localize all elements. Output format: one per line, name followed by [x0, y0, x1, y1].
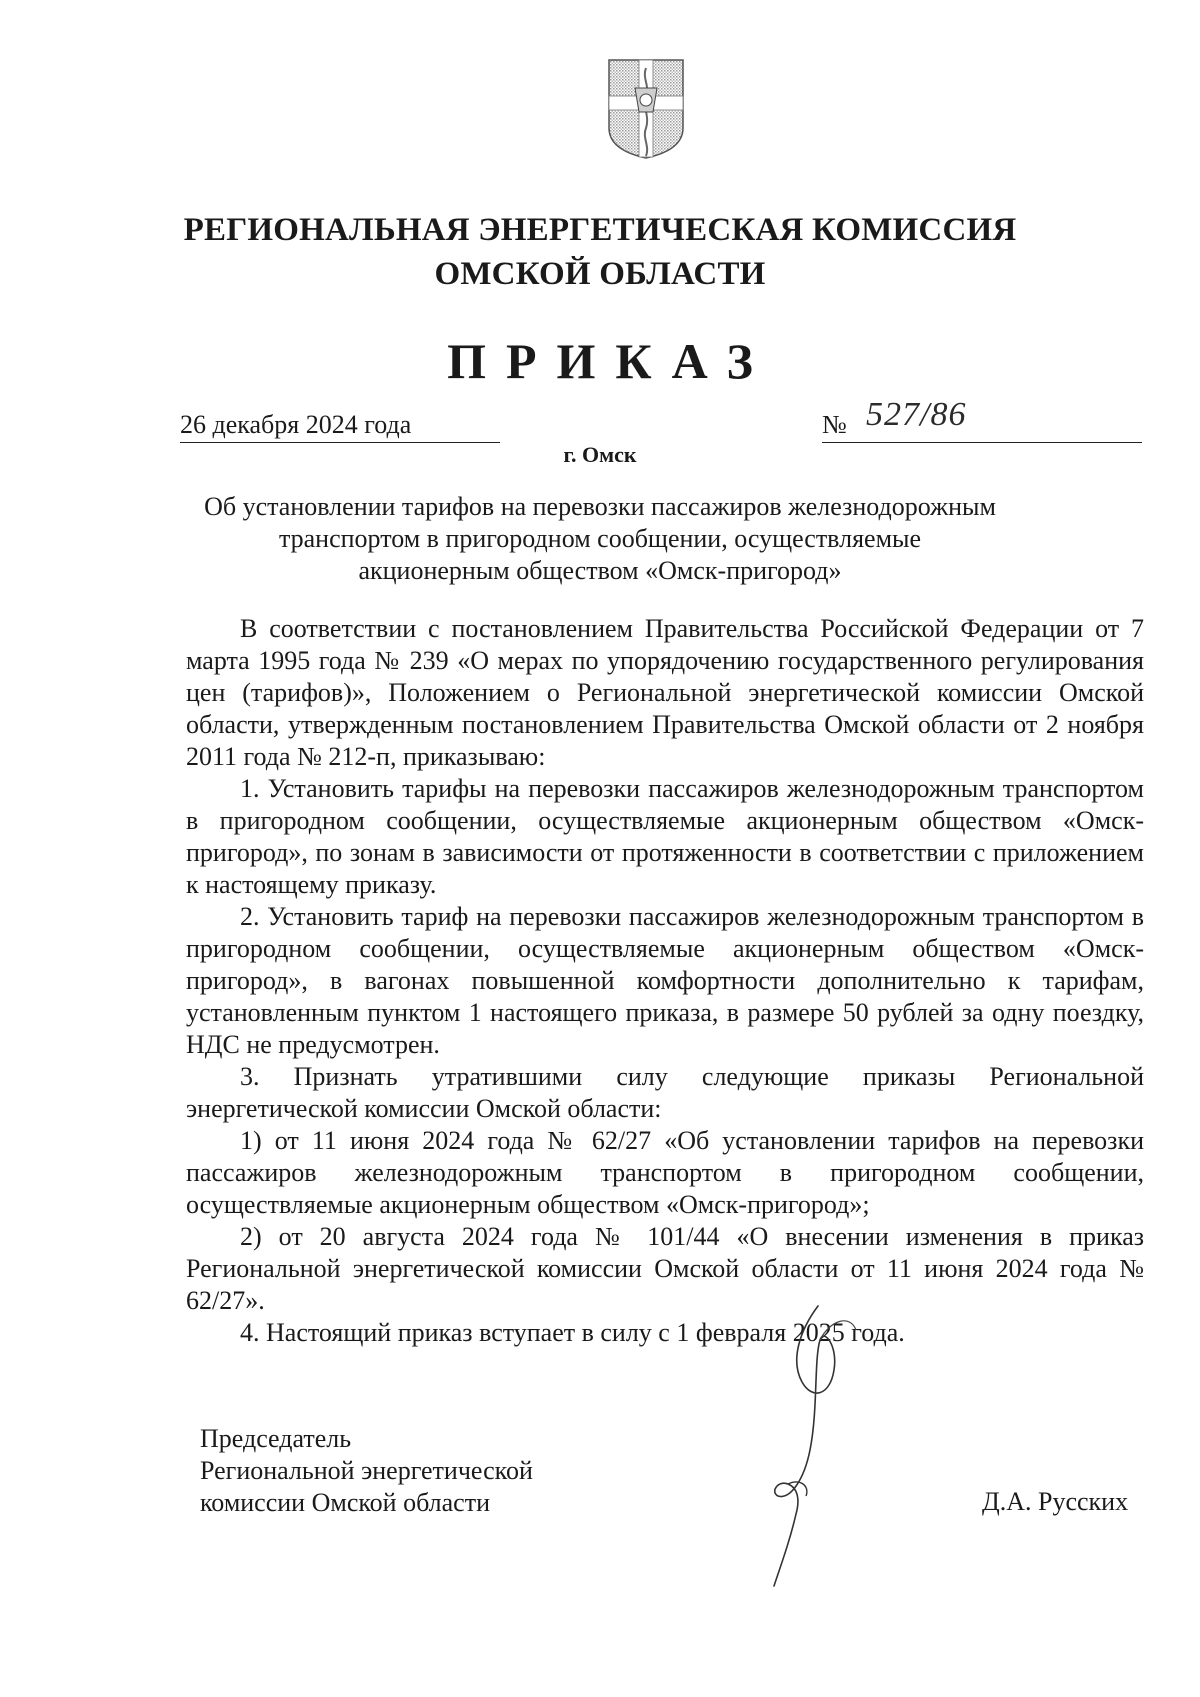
item-4-paragraph: 4. Настоящий приказ вступает в силу с 1 февраля 2025 года. [240, 1318, 905, 1347]
signatory-name: Д.А. Русских [982, 1487, 1129, 1516]
item-3-2-paragraph: 2) от 20 августа 2024 года № 101/44 «О внесении изменения в приказ Региональной энергетической комиссии Омской области от 11 июня 2024 года № 62/27». [186, 1222, 1144, 1315]
order-number-handwritten: 527/86 [866, 396, 967, 433]
handwritten-signature-icon [760, 1300, 870, 1590]
signatory-title [200, 1423, 533, 1519]
subject-line-1: Об установлении тарифов на перевозки пассажиров железнодорожным [204, 492, 996, 521]
order-number-label: № [822, 410, 847, 439]
city-name: г. Омск [563, 442, 637, 467]
item-3-paragraph: 3. Признать утратившими силу следующие приказы Региональной энергетической комиссии Омской области: [186, 1062, 1144, 1123]
item-1-paragraph: 1. Установить тарифы на перевозки пассажиров железнодорожным транспортом в пригородном сообщении, осуществляемые акционерным обществом «Омск-пригород», по зонам в зависимости от протяженности в соответствии с приложением к настоящему приказу. [186, 774, 1144, 899]
preamble-paragraph: В соответствии с постановлением Правительства Российской Федерации от 7 марта 1995 года № 239 «О мерах по упорядочению государственного регулирования цен (тарифов)», Положением о Региональной энергетической комиссии Омской области, утвержденным постановлением Правительства Омской области от 2 ноября 2011 года № 212-п, приказываю: [186, 614, 1144, 771]
order-subject [0, 491, 1200, 587]
organization-name-line-1: РЕГИОНАЛЬНАЯ ЭНЕРГЕТИЧЕСКАЯ КОМИССИЯ [183, 212, 1017, 248]
order-date: 26 декабря 2024 года [180, 408, 500, 443]
order-body [186, 613, 1144, 1349]
subject-line-2: транспортом в пригородном сообщении, осуществляемые [278, 524, 922, 553]
item-2-paragraph: 2. Установить тариф на перевозки пассажиров железнодорожным транспортом в пригородном сообщении, осуществляемые акционерным обществом «Омск-пригород», в вагонах повышенной комфортности дополнительно к тарифам, установленным пунктом 1 настоящего приказа, в размере 50 рублей за одну поездку, НДС не предусмотрен. [186, 902, 1144, 1059]
item-3-1-paragraph: 1) от 11 июня 2024 года № 62/27 «Об установлении тарифов на перевозки пассажиров железнодорожным транспортом в пригородном сообщении, осуществляемые акционерным обществом «Омск-пригород»; [186, 1126, 1144, 1219]
organization-name-line-2: ОМСКОЙ ОБЛАСТИ [434, 256, 766, 292]
signatory-title-line-1: Председатель [200, 1424, 352, 1453]
coat-of-arms-icon [607, 58, 685, 160]
order-number-field [822, 396, 1142, 443]
document-type-title: ПРИКАЗ [447, 333, 773, 389]
subject-line-3: акционерным обществом «Омск-пригород» [358, 556, 842, 585]
signatory-title-line-2: Региональной энергетической [200, 1456, 533, 1485]
signatory-title-line-3: комиссии Омской области [200, 1488, 490, 1517]
